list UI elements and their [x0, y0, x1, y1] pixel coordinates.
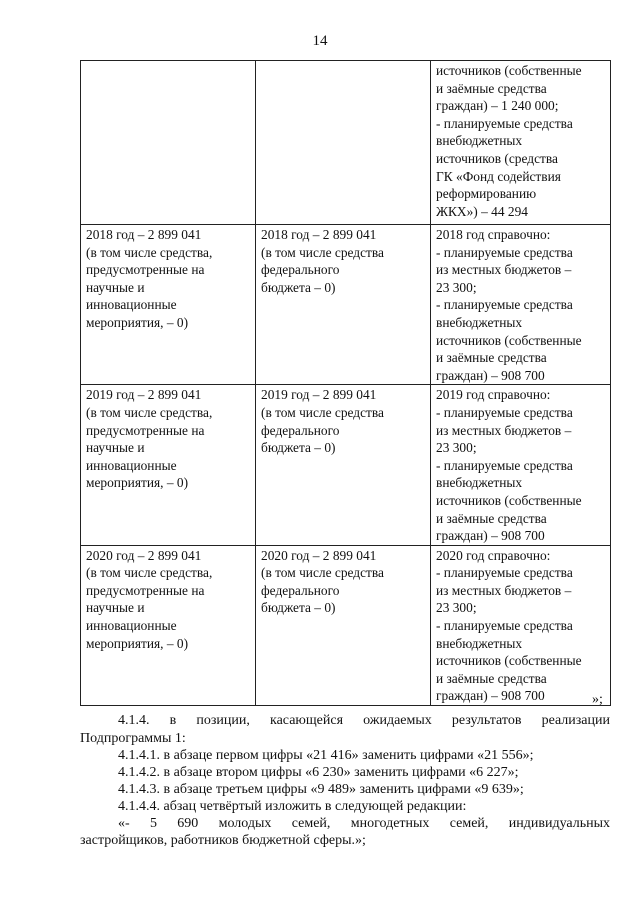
table-row: [81, 225, 611, 385]
quoted-text-continued: застройщиков, работников бюджетной сферы.»;: [80, 833, 366, 848]
quoted-text: «- 5 690 молодых семей, многодетных семей, индивидуальных: [118, 816, 610, 831]
table-cell-federal: 2019 год – 2 899 041 (в том числе средства федерального бюджета – 0): [256, 385, 431, 545]
table-cell-total: [81, 61, 256, 225]
table-cell-reference: источников (собственные и заёмные средства граждан) – 1 240 000; - планируемые средства внебюджетных источников (средства ГК «Фонд содействия реформированию ЖКХ») – 44 294: [431, 61, 611, 225]
table-cell-total: 2020 год – 2 899 041 (в том числе средства, предусмотренные на научные и инновационные мероприятия, – 0): [81, 545, 256, 705]
table-cell-total: 2019 год – 2 899 041 (в том числе средства, предусмотренные на научные и инновационные мероприятия, – 0): [81, 385, 256, 545]
table-row: [81, 545, 611, 705]
table-cell-reference: 2020 год справочно: - планируемые средства из местных бюджетов – 23 300; - планируемые средства внебюджетных источников (собственные и заёмные средства граждан) – 908 700: [431, 545, 611, 705]
closing-quote: »;: [592, 692, 603, 707]
paragraph-4-1-4-4: 4.1.4.4. абзац четвёртый изложить в следующей редакции:: [118, 799, 467, 814]
paragraph-4-1-4: 4.1.4. в позиции, касающейся ожидаемых результатов реализации: [118, 713, 610, 728]
table-cell-federal: 2020 год – 2 899 041 (в том числе средства федерального бюджета – 0): [256, 545, 431, 705]
table-row: [81, 61, 611, 225]
table-cell-reference: 2018 год справочно: - планируемые средства из местных бюджетов – 23 300; - планируемые средства внебюджетных источников (собственные и заёмные средства граждан) – 908 700: [431, 225, 611, 385]
paragraph-4-1-4-3: 4.1.4.3. в абзаце третьем цифры «9 489» заменить цифрами «9 639»;: [118, 782, 524, 797]
table-cell-federal: [256, 61, 431, 225]
table-cell-reference: 2019 год справочно: - планируемые средства из местных бюджетов – 23 300; - планируемые средства внебюджетных источников (собственные и заёмные средства граждан) – 908 700: [431, 385, 611, 545]
table-cell-total: 2018 год – 2 899 041 (в том числе средства, предусмотренные на научные и инновационные мероприятия, – 0): [81, 225, 256, 385]
paragraph-4-1-4-2: 4.1.4.2. в абзаце втором цифры «6 230» заменить цифрами «6 227»;: [118, 765, 519, 780]
table-row: [81, 385, 611, 545]
table-cell-federal: 2018 год – 2 899 041 (в том числе средства федерального бюджета – 0): [256, 225, 431, 385]
paragraph-4-1-4-1: 4.1.4.1. в абзаце первом цифры «21 416» заменить цифрами «21 556»;: [118, 748, 534, 763]
page-number: 14: [312, 33, 328, 49]
funding-table: [80, 60, 611, 706]
paragraph-4-1-4-continued: Подпрограммы 1:: [80, 731, 186, 746]
